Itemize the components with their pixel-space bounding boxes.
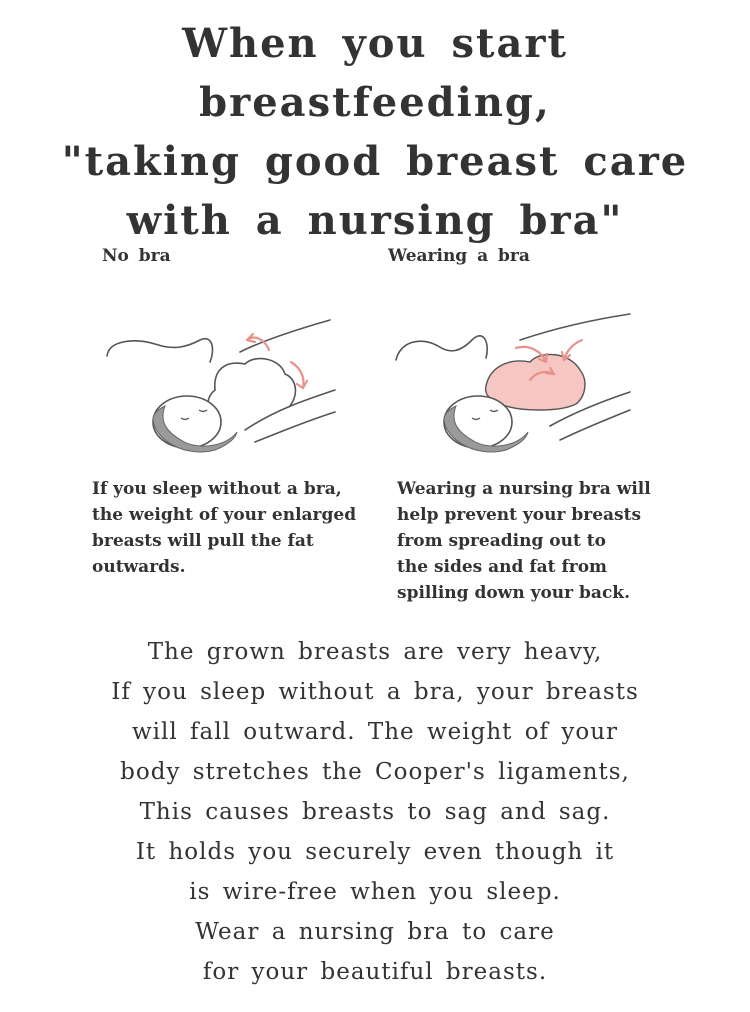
wearing-bra-caption: [397, 476, 651, 606]
body-line: body stretches the Cooper's ligaments,: [120, 759, 630, 785]
caption-line: the weight of your enlarged: [92, 505, 357, 525]
caption-line: spilling down your back.: [397, 583, 630, 603]
body-line: for your beautiful breasts.: [202, 959, 548, 985]
body-line: If you sleep without a bra, your breasts: [111, 679, 639, 705]
body-line: is wire-free when you sleep.: [189, 879, 561, 905]
caption-line: If you sleep without a bra,: [92, 479, 342, 499]
body-line: It holds you securely even though it: [135, 839, 615, 865]
no-bra-illustration: [95, 300, 340, 460]
wearing-bra-label: Wearing a bra: [388, 246, 530, 266]
title-line-2: "taking good breast care: [61, 138, 689, 185]
caption-line: breasts will pull the fat: [92, 531, 314, 551]
title-line-3: with a nursing bra": [126, 197, 624, 244]
breast-outline: [215, 359, 296, 406]
no-bra-caption: [92, 476, 356, 580]
wearing-bra-illustration: [390, 300, 635, 460]
body-line: This causes breasts to sag and sag.: [139, 799, 611, 825]
outward-arrows: [247, 334, 307, 388]
body-line: will fall outward. The weight of your: [131, 719, 619, 745]
caption-line: help prevent your breasts: [397, 505, 642, 525]
head-illustration: [153, 396, 237, 452]
caption-line: the sides and fat from: [397, 557, 608, 577]
page-title: [0, 14, 750, 250]
caption-line: outwards.: [92, 557, 186, 577]
caption-line: from spreading out to: [397, 531, 606, 551]
no-bra-label: No bra: [102, 246, 171, 266]
body-line: The grown breasts are very heavy,: [147, 639, 603, 665]
pillow-outline: [396, 336, 487, 360]
pillow-outline: [107, 339, 213, 362]
body-line: Wear a nursing bra to care: [195, 919, 555, 945]
body-paragraph: [0, 632, 750, 992]
title-line-1: When you start breastfeeding,: [182, 20, 568, 126]
caption-line: Wearing a nursing bra will: [397, 479, 651, 499]
